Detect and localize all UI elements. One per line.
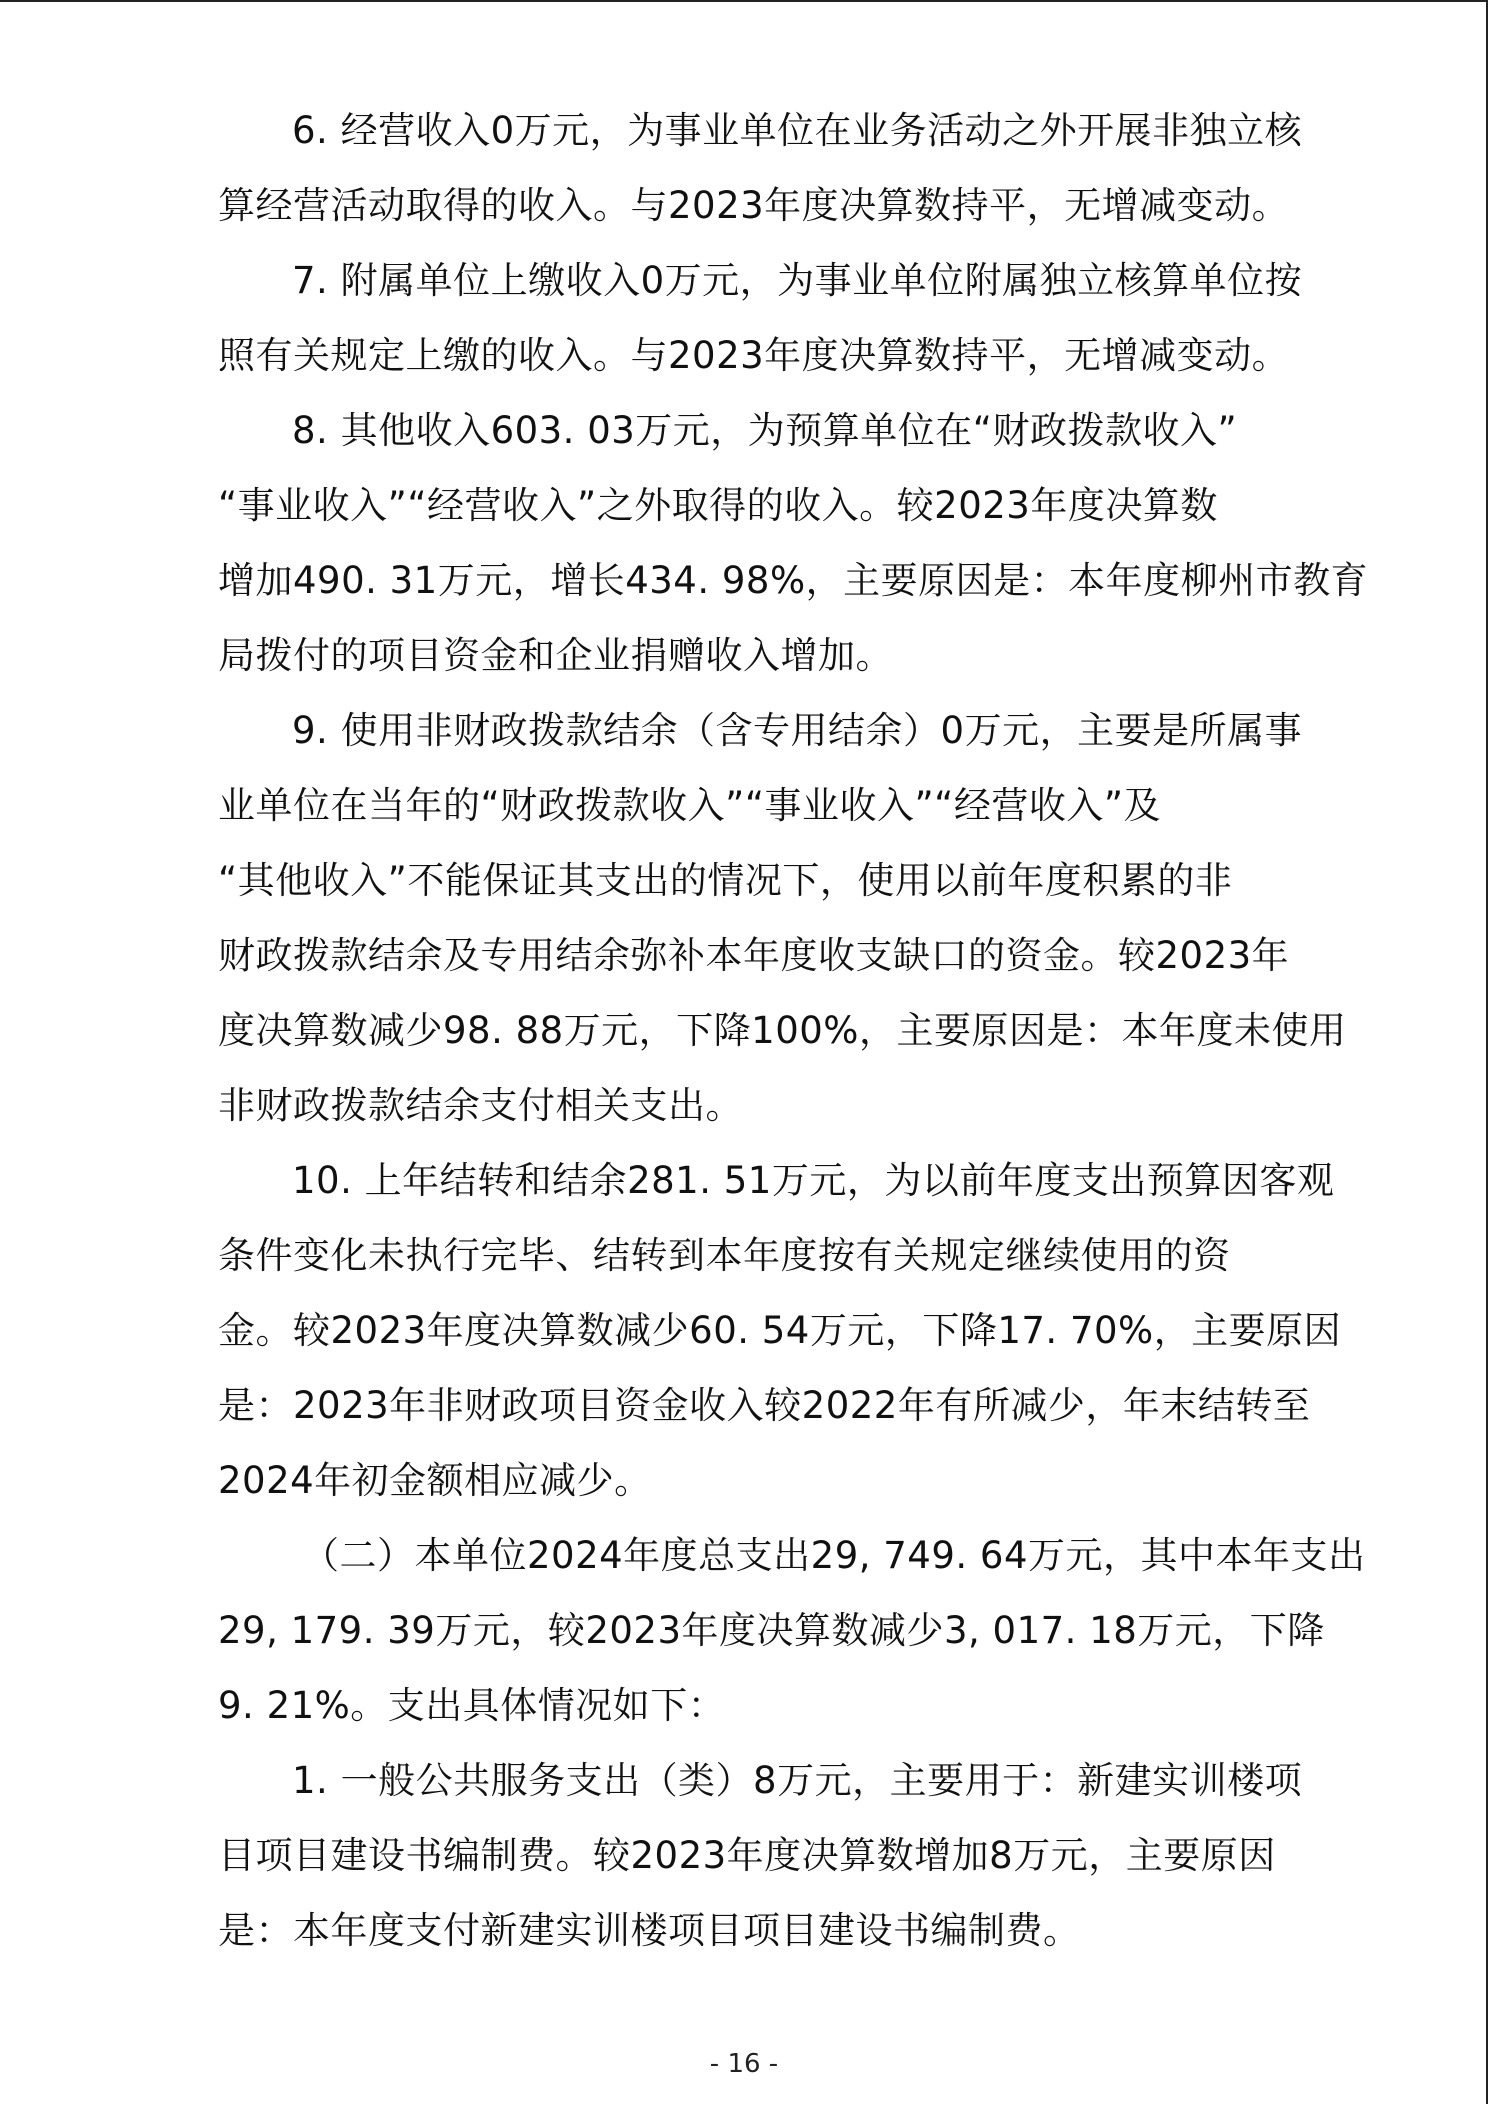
paragraph-line: 是：2023年非财政项目资金收入较2022年有所减少，年末结转至 (218, 1384, 1311, 1427)
body-text (218, 101, 1369, 1976)
paragraph-line: 8. 其他收入603. 03万元，为预算单位在“财政拨款收入” (292, 409, 1238, 452)
paragraph-line: 是：本年度支付新建实训楼项目项目建设书编制费。 (218, 1909, 1081, 1952)
paragraph-line: 金。较2023年度决算数减少60. 54万元，下降17. 70%，主要原因 (218, 1309, 1342, 1352)
paragraph-line: 业单位在当年的“财政拨款收入”“事业收入”“经营收入”及 (218, 784, 1162, 827)
paragraph-line: 9. 21%。支出具体情况如下： (218, 1684, 726, 1727)
paragraph-line: 度决算数减少98. 88万元，下降100%，主要原因是：本年度未使用 (218, 1009, 1347, 1052)
paragraph-line: “事业收入”“经营收入”之外取得的收入。较2023年度决算数 (218, 484, 1218, 527)
paragraph-line: 10. 上年结转和结余281. 51万元，为以前年度支出预算因客观 (292, 1159, 1335, 1202)
paragraph-line: 照有关规定上缴的收入。与2023年度决算数持平，无增减变动。 (218, 334, 1290, 377)
paragraph-line: 6. 经营收入0万元，为事业单位在业务活动之外开展非独立核 (292, 109, 1303, 152)
page-number: - 16 - (709, 2049, 779, 2079)
paragraph-line: 1. 一般公共服务支出（类）8万元，主要用于：新建实训楼项 (292, 1759, 1303, 1802)
paragraph-line: 9. 使用非财政拨款结余（含专用结余）0万元，主要是所属事 (292, 709, 1303, 752)
paragraph-line: 局拨付的项目资金和企业捐赠收入增加。 (218, 634, 893, 677)
section-heading-line: （二）本单位2024年度总支出29, 749. 64万元，其中本年支出 (302, 1534, 1366, 1577)
paragraph-line: 2024年初金额相应减少。 (218, 1459, 652, 1502)
paragraph-line: 增加490. 31万元，增长434. 98%，主要原因是：本年度柳州市教育 (218, 559, 1369, 602)
paragraph-line: 29, 179. 39万元，较2023年度决算数减少3, 017. 18万元，下降 (218, 1609, 1325, 1652)
paragraph-line: “其他收入”不能保证其支出的情况下，使用以前年度积累的非 (218, 859, 1233, 902)
paragraph-line: 7. 附属单位上缴收入0万元，为事业单位附属独立核算单位按 (292, 259, 1303, 302)
paragraph-line: 条件变化未执行完毕、结转到本年度按有关规定继续使用的资 (218, 1234, 1231, 1277)
paragraph-line: 目项目建设书编制费。较2023年度决算数增加8万元，主要原因 (218, 1834, 1276, 1877)
paragraph-line: 财政拨款结余及专用结余弥补本年度收支缺口的资金。较2023年 (218, 934, 1290, 977)
paragraph-line: 算经营活动取得的收入。与2023年度决算数持平，无增减变动。 (218, 184, 1290, 227)
paragraph-line: 非财政拨款结余支付相关支出。 (218, 1084, 743, 1127)
